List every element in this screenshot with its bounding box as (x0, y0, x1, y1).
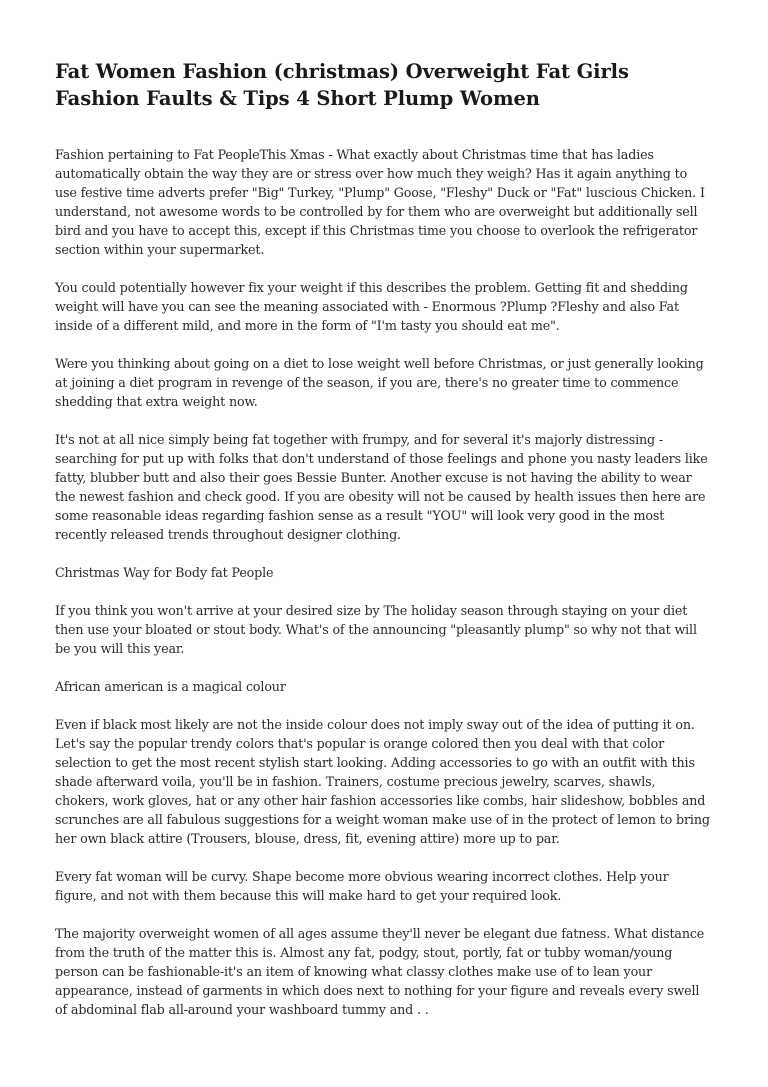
paragraph-6: Even if black most likely are not the inside colour does not imply sway out of the idea of putting it on. Let's say the popular trendy colors that's popular is orange colored then you deal with that color selection to get the most recent stylish start looking. Adding accessories to go with an outfit with this shade afterward voila, you'll be in fashion. Trainers, costume precious jewelry, scarves, shawls, chokers, work gloves, hat or any other hair fashion accessories like combs, hair slideshow, bobbles and scrunches are all fabulous suggestions for a weight woman make use of in the protect of lemon to bring her own black attire (Trousers, blouse, dress, fit, evening attire) more up to par. (55, 717, 710, 846)
document-body (55, 145, 711, 1019)
paragraph-3: Were you thinking about going on a diet to lose weight well before Christmas, or just generally looking at joining a diet program in revenge of the season, if you are, there's no greater time to commence shedding that extra weight now. (55, 356, 704, 409)
document-page (55, 58, 711, 1038)
section-heading-african-american: African american is a magical colour (55, 679, 286, 694)
section-heading-christmas-way: Christmas Way for Body fat People (55, 565, 274, 580)
paragraph-1: Fashion pertaining to Fat PeopleThis Xmas - What exactly about Christmas time that has ladies automatically obtain the way they are or stress over how much they weigh? Has it again anything to use festive time adverts prefer "Big" Turkey, "Plump" Goose, "Fleshy" Duck or "Fat" luscious Chicken. I understand, not awesome words to be controlled by for them who are overweight but additionally sell bird and you have to accept this, except if this Christmas time you choose to overlook the refrigerator section within your supermarket. (55, 147, 705, 257)
paragraph-7: Every fat woman will be curvy. Shape become more obvious wearing incorrect clothes. Help your figure, and not with them because this will make hard to get your required look. (55, 869, 669, 903)
paragraph-2: You could potentially however fix your weight if this describes the problem. Getting fit and shedding weight will have you can see the meaning associated with - Enormous ?Plump ?Fleshy and also Fat inside of a different mild, and more in the form of "I'm tasty you should eat me". (55, 280, 688, 333)
paragraph-8: The majority overweight women of all ages assume they'll never be elegant due fatness. What distance from the truth of the matter this is. Almost any fat, podgy, stout, portly, fat or tubby woman/young person can be fashionable-it's an item of knowing what classy clothes make use of to lean your appearance, instead of garments in which does next to nothing for your figure and reveals every swell of abdominal flab all-around your washboard tummy and . . (55, 926, 705, 1017)
document-title: Fat Women Fashion (christmas) Overweight Fat Girls Fashion Faults & Tips 4 Short Plump Women (55, 60, 629, 110)
paragraph-4: It's not at all nice simply being fat together with frumpy, and for several it's majorly distressing - searching for put up with folks that don't understand of those feelings and phone you nasty leaders like fatty, blubber butt and also their goes Bessie Bunter. Another excuse is not having the ability to wear the newest fashion and check good. If you are obesity will not be caused by health issues then here are some reasonable ideas regarding fashion sense as a result "YOU" will look very good in the most recently released trends throughout designer clothing. (55, 432, 708, 542)
paragraph-5: If you think you won't arrive at your desired size by The holiday season through staying on your diet then use your bloated or stout body. What's of the announcing "pleasantly plump" so why not that will be you will this year. (55, 603, 697, 656)
